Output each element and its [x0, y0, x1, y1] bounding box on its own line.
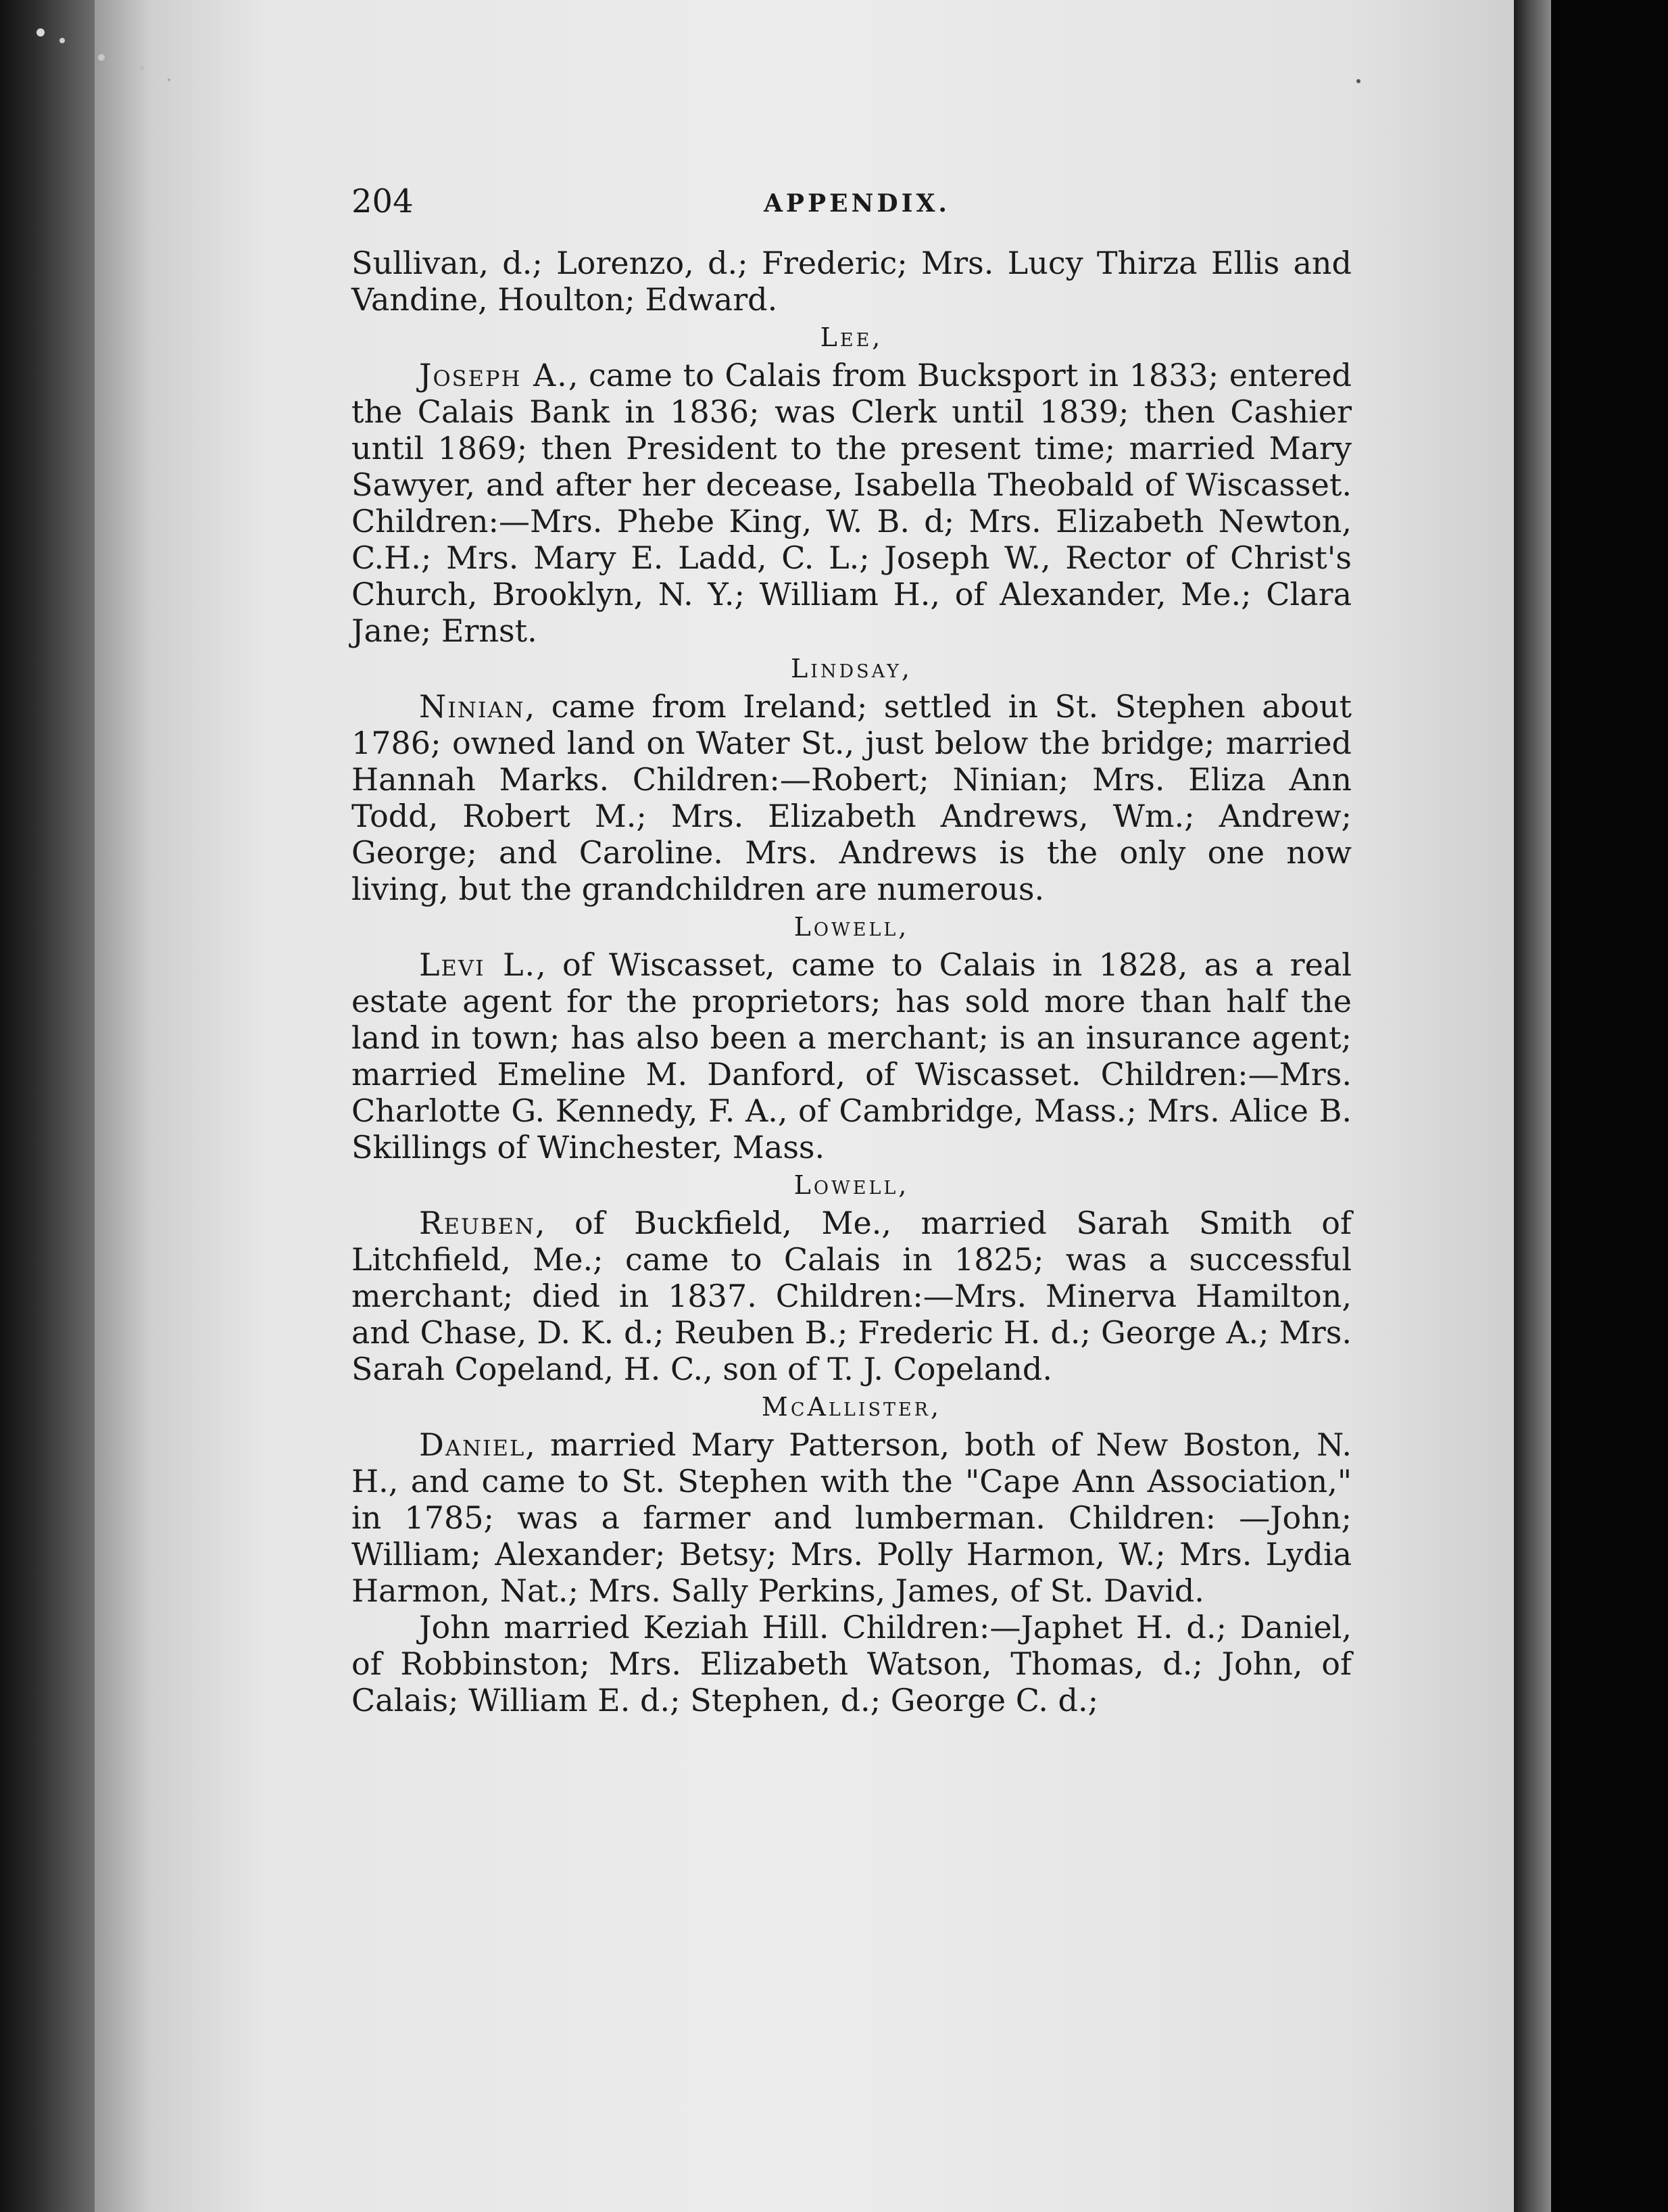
given-name: Daniel	[419, 1426, 526, 1463]
genealogy-entry	[351, 1609, 1352, 1718]
genealogy-entry	[351, 357, 1352, 649]
scan-background-right	[1551, 0, 1668, 2212]
surname-heading: Lindsay,	[791, 654, 912, 683]
given-name: Joseph A.	[419, 357, 568, 393]
surname-heading: Lee,	[820, 322, 883, 352]
running-head: APPENDIX.	[764, 189, 950, 218]
page-number: 204	[351, 183, 414, 220]
surname-heading: Lowell,	[793, 912, 910, 942]
scan-noise-marks	[0, 0, 1668, 135]
entry-text: , of Buckfield, Me., married Sarah Smith of Litchfield, Me.; came to Calais in 1825; was a successful merchant; died in 1837. Children:—Mrs. Minerva Hamilton, and Chase, D. K. d.; Reuben B.; Frederic H. d.; George A.; Mrs. Sarah Copeland, H. C., son of T. J. Copeland.	[351, 1205, 1352, 1387]
entry-text: , married Mary Patterson, both of New Boston, N. H., and came to St. Stephen with the "Cape Ann Association," in 1785; was a farmer and lumberman. Children: —John; William; Alexander; Betsy; Mrs. Polly Harmon, W.; Mrs. Lydia Harmon, Nat.; Mrs. Sally Perkins, James, of St. David.	[351, 1426, 1352, 1609]
genealogy-entry	[351, 1426, 1352, 1609]
genealogy-entry	[351, 1205, 1352, 1387]
paragraph-continuation: Sullivan, d.; Lorenzo, d.; Frederic; Mrs. Lucy Thirza Ellis and Vandine, Houlton; Edward.	[351, 245, 1352, 318]
entry-text: , came to Calais from Bucksport in 1833; entered the Calais Bank in 1836; was Clerk until 1839; then Cashier until 1869; then President to the present time; married Mary Sawyer, and after her decease, Isabella Theobald of Wiscasset. Children:—Mrs. Phebe King, W. B. d; Mrs. Elizabeth Newton, C.H.; Mrs. Mary E. Ladd, C. L.; Joseph W., Rector of Christ's Church, Brooklyn, N. Y.; William H., of Alexander, Me.; Clara Jane; Ernst.	[351, 357, 1352, 649]
given-name: Reuben	[419, 1205, 535, 1241]
surname-heading: McAllister,	[761, 1392, 942, 1422]
entry-text: John married Keziah Hill. Children:—Japhet H. d.; Daniel, of Robbinston; Mrs. Elizabeth Watson, Thomas, d.; John, of Calais; William E. d.; Stephen, d.; George C. d.;	[351, 1609, 1352, 1718]
entry-text: , of Wiscasset, came to Calais in 1828, as a real estate agent for the proprietors; has sold more than half the land in town; has also been a merchant; is an insurance agent; married Emeline M. Danford, of Wiscasset. Children:—Mrs. Charlotte G. Kennedy, F. A., of Cambridge, Mass.; Mrs. Alice B. Skillings of Winchester, Mass.	[351, 946, 1352, 1165]
entry-text: , came from Ireland; settled in St. Stephen about 1786; owned land on Water St., just below the bridge; married Hannah Marks. Children:—Robert; Ninian; Mrs. Eliza Ann Todd, Robert M.; Mrs. Elizabeth Andrews, Wm.; Andrew; George; and Caroline. Mrs. Andrews is the only one now living, but the grandchildren are numerous.	[351, 688, 1352, 907]
adjacent-page-edge	[1514, 0, 1551, 2212]
genealogy-entry	[351, 946, 1352, 1165]
given-name: Ninian	[419, 688, 525, 725]
genealogy-entry	[351, 688, 1352, 907]
text-column	[351, 245, 1352, 1718]
given-name: Levi L.	[419, 946, 537, 983]
book-binding-shadow	[0, 0, 95, 2212]
surname-heading: Lowell,	[793, 1170, 910, 1200]
page-header	[351, 181, 1365, 229]
